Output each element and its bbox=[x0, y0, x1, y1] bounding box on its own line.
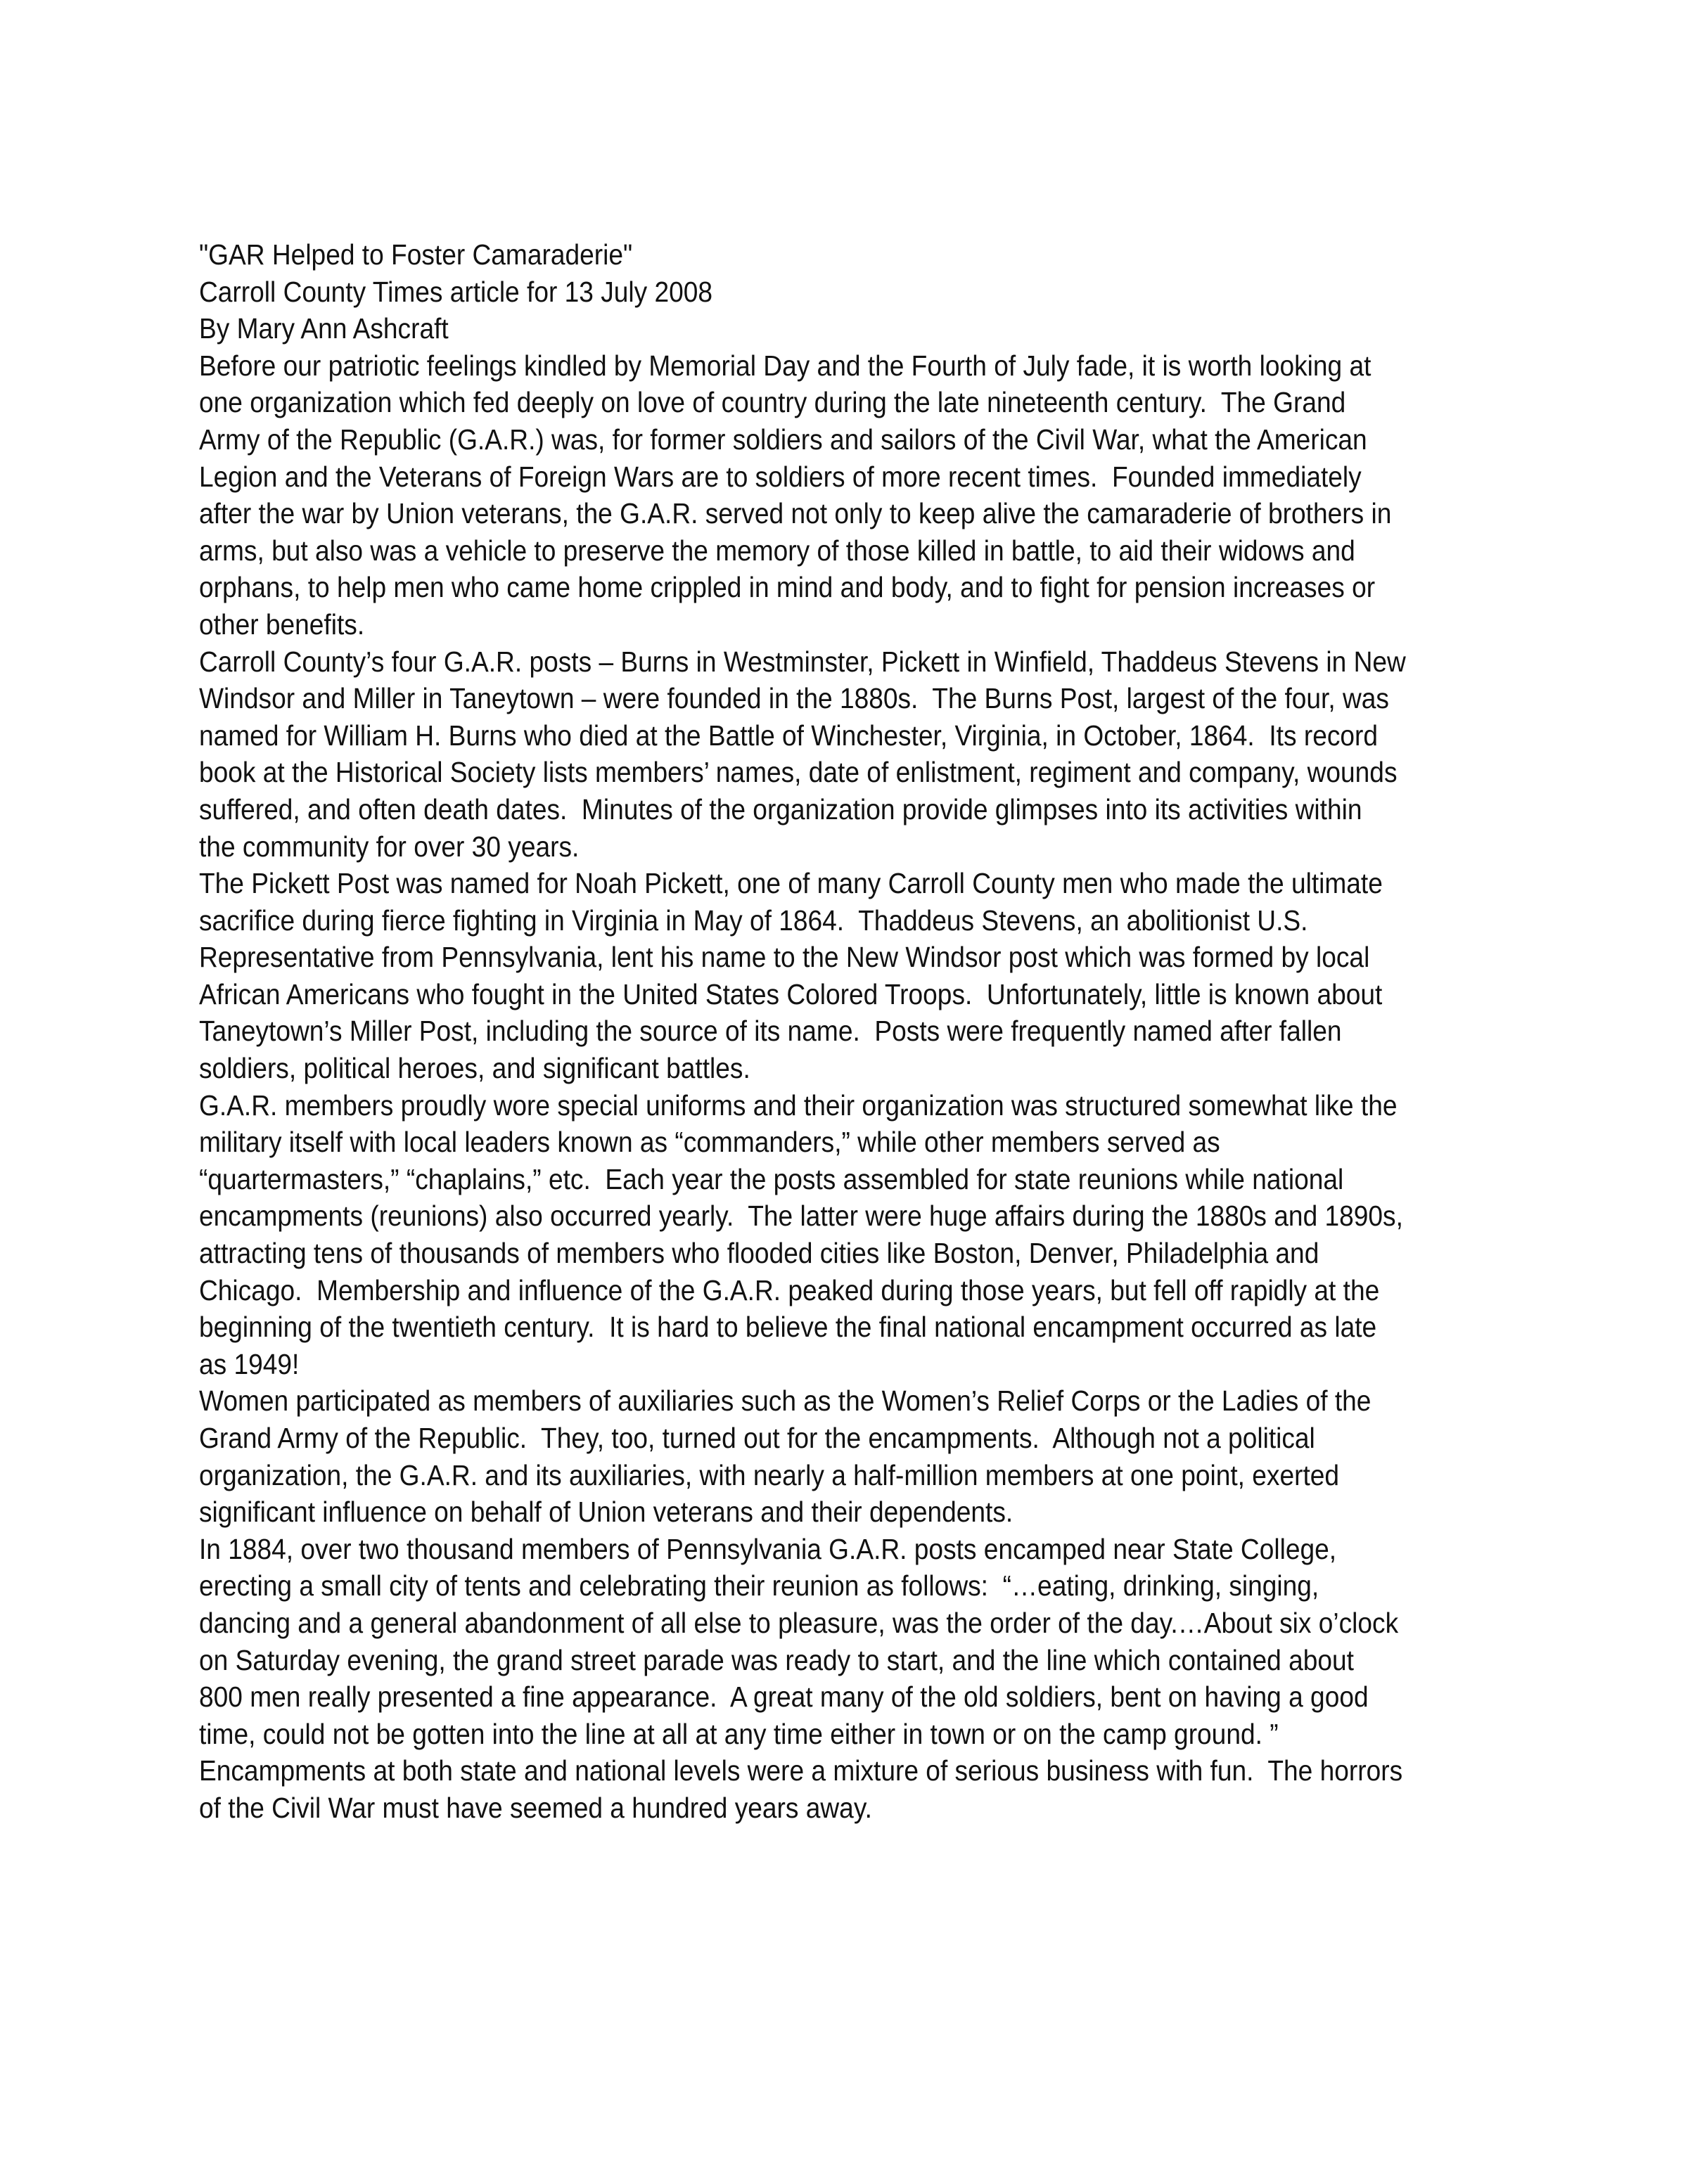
text-line: after the war by Union veterans, the G.A.R. served not only to keep alive the camaraderie of brothers in bbox=[199, 497, 1392, 530]
text-line: Before our patriotic feelings kindled by Memorial Day and the Fourth of July fade, it is worth looking at bbox=[199, 349, 1372, 382]
text-line: Chicago. Membership and influence of the G.A.R. peaked during those years, but fell off rapidly at the bbox=[199, 1273, 1380, 1306]
text-line: the community for over 30 years. bbox=[199, 830, 580, 863]
text-line: Legion and the Veterans of Foreign Wars are to soldiers of more recent times. Founded immediately bbox=[199, 460, 1362, 493]
paragraph-uniforms-encampments bbox=[199, 1087, 1634, 1383]
text-line: The Pickett Post was named for Noah Pickett, one of many Carroll County men who made the ultimate bbox=[199, 867, 1383, 900]
paragraph-1884-encampment bbox=[199, 1531, 1634, 1827]
text-line: Windsor and Miller in Taneytown – were founded in the 1880s. The Burns Post, largest of the four, was bbox=[199, 682, 1389, 715]
text-line: Carroll County’s four G.A.R. posts – Burns in Westminster, Pickett in Winfield, Thaddeus Stevens in New bbox=[199, 645, 1406, 678]
text-line: soldiers, political heroes, and significant battles. bbox=[199, 1052, 750, 1085]
text-line: Taneytown’s Miller Post, including the source of its name. Posts were frequently named after fallen bbox=[199, 1015, 1342, 1048]
paragraph-pickett-post bbox=[199, 865, 1634, 1087]
text-line: on Saturday evening, the grand street parade was ready to start, and the line which contained about bbox=[199, 1643, 1354, 1676]
text-line: Encampments at both state and national levels were a mixture of serious business with fun. The horrors bbox=[199, 1754, 1403, 1787]
text-line: 800 men really presented a fine appearance. A great many of the old soldiers, bent on having a good bbox=[199, 1681, 1369, 1714]
text-line: Women participated as members of auxiliaries such as the Women’s Relief Corps or the Ladies of the bbox=[199, 1385, 1372, 1418]
text-line: of the Civil War must have seemed a hundred years away. bbox=[199, 1791, 872, 1824]
text-line: In 1884, over two thousand members of Pennsylvania G.A.R. posts encamped near State College, bbox=[199, 1532, 1337, 1565]
paragraph-women-auxiliaries bbox=[199, 1382, 1634, 1530]
text-line: Army of the Republic (G.A.R.) was, for former soldiers and sailors of the Civil War, what the American bbox=[199, 423, 1367, 456]
article bbox=[199, 236, 1634, 1827]
text-line: time, could not be gotten into the line at all at any time either in town or on the camp ground. ” bbox=[199, 1717, 1279, 1750]
text-line: encampments (reunions) also occurred yearly. The latter were huge affairs during the 1880s and 1890s, bbox=[199, 1200, 1403, 1233]
text-line: suffered, and often death dates. Minutes of the organization provide glimpses into its activities within bbox=[199, 792, 1362, 826]
paragraph-carroll-county-posts bbox=[199, 643, 1634, 866]
text-line: beginning of the twentieth century. It is hard to believe the final national encampment occurred as late bbox=[199, 1311, 1377, 1344]
text-line: arms, but also was a vehicle to preserve the memory of those killed in battle, to aid their widows and bbox=[199, 534, 1355, 567]
article-title: "GAR Helped to Foster Camaraderie" bbox=[199, 238, 633, 271]
text-line: organization, the G.A.R. and its auxiliaries, with nearly a half-million members at one point, exerted bbox=[199, 1458, 1340, 1491]
paragraph-intro bbox=[199, 347, 1634, 643]
text-line: book at the Historical Society lists members’ names, date of enlistment, regiment and company, wounds bbox=[199, 756, 1398, 789]
text-line: erecting a small city of tents and celebrating their reunion as follows: “…eating, drinking, singing, bbox=[199, 1569, 1319, 1602]
text-line: Grand Army of the Republic. They, too, turned out for the encampments. Although not a political bbox=[199, 1422, 1315, 1454]
text-line: Representative from Pennsylvania, lent his name to the New Windsor post which was formed by local bbox=[199, 941, 1370, 974]
text-line: orphans, to help men who came home crippled in mind and body, and to fight for pension increases or bbox=[199, 571, 1376, 604]
text-line: other benefits. bbox=[199, 608, 365, 641]
text-line: sacrifice during fierce fighting in Virginia in May of 1864. Thaddeus Stevens, an abolitionist U.S. bbox=[199, 904, 1308, 937]
text-line: as 1949! bbox=[199, 1347, 300, 1380]
text-line: one organization which fed deeply on love of country during the late nineteenth century. The Grand bbox=[199, 386, 1346, 419]
text-line: military itself with local leaders known as “commanders,” while other members served as bbox=[199, 1126, 1220, 1159]
text-line: attracting tens of thousands of members who flooded cities like Boston, Denver, Philadelphia and bbox=[199, 1237, 1319, 1270]
text-line: “quartermasters,” “chaplains,” etc. Each year the posts assembled for state reunions while national bbox=[199, 1162, 1344, 1195]
text-line: African Americans who fought in the United States Colored Troops. Unfortunately, little is known about bbox=[199, 977, 1383, 1010]
text-line: named for William H. Burns who died at the Battle of Winchester, Virginia, in October, 1864. Its record bbox=[199, 719, 1379, 752]
text-line: significant influence on behalf of Union veterans and their dependents. bbox=[199, 1496, 1014, 1529]
text-line: G.A.R. members proudly wore special uniforms and their organization was structured somewhat like the bbox=[199, 1088, 1398, 1122]
article-source: Carroll County Times article for 13 July 2008 bbox=[199, 275, 713, 308]
article-byline: By Mary Ann Ashcraft bbox=[199, 312, 449, 345]
text-line: dancing and a general abandonment of all else to pleasure, was the order of the day.…About six o’clock bbox=[199, 1606, 1399, 1639]
